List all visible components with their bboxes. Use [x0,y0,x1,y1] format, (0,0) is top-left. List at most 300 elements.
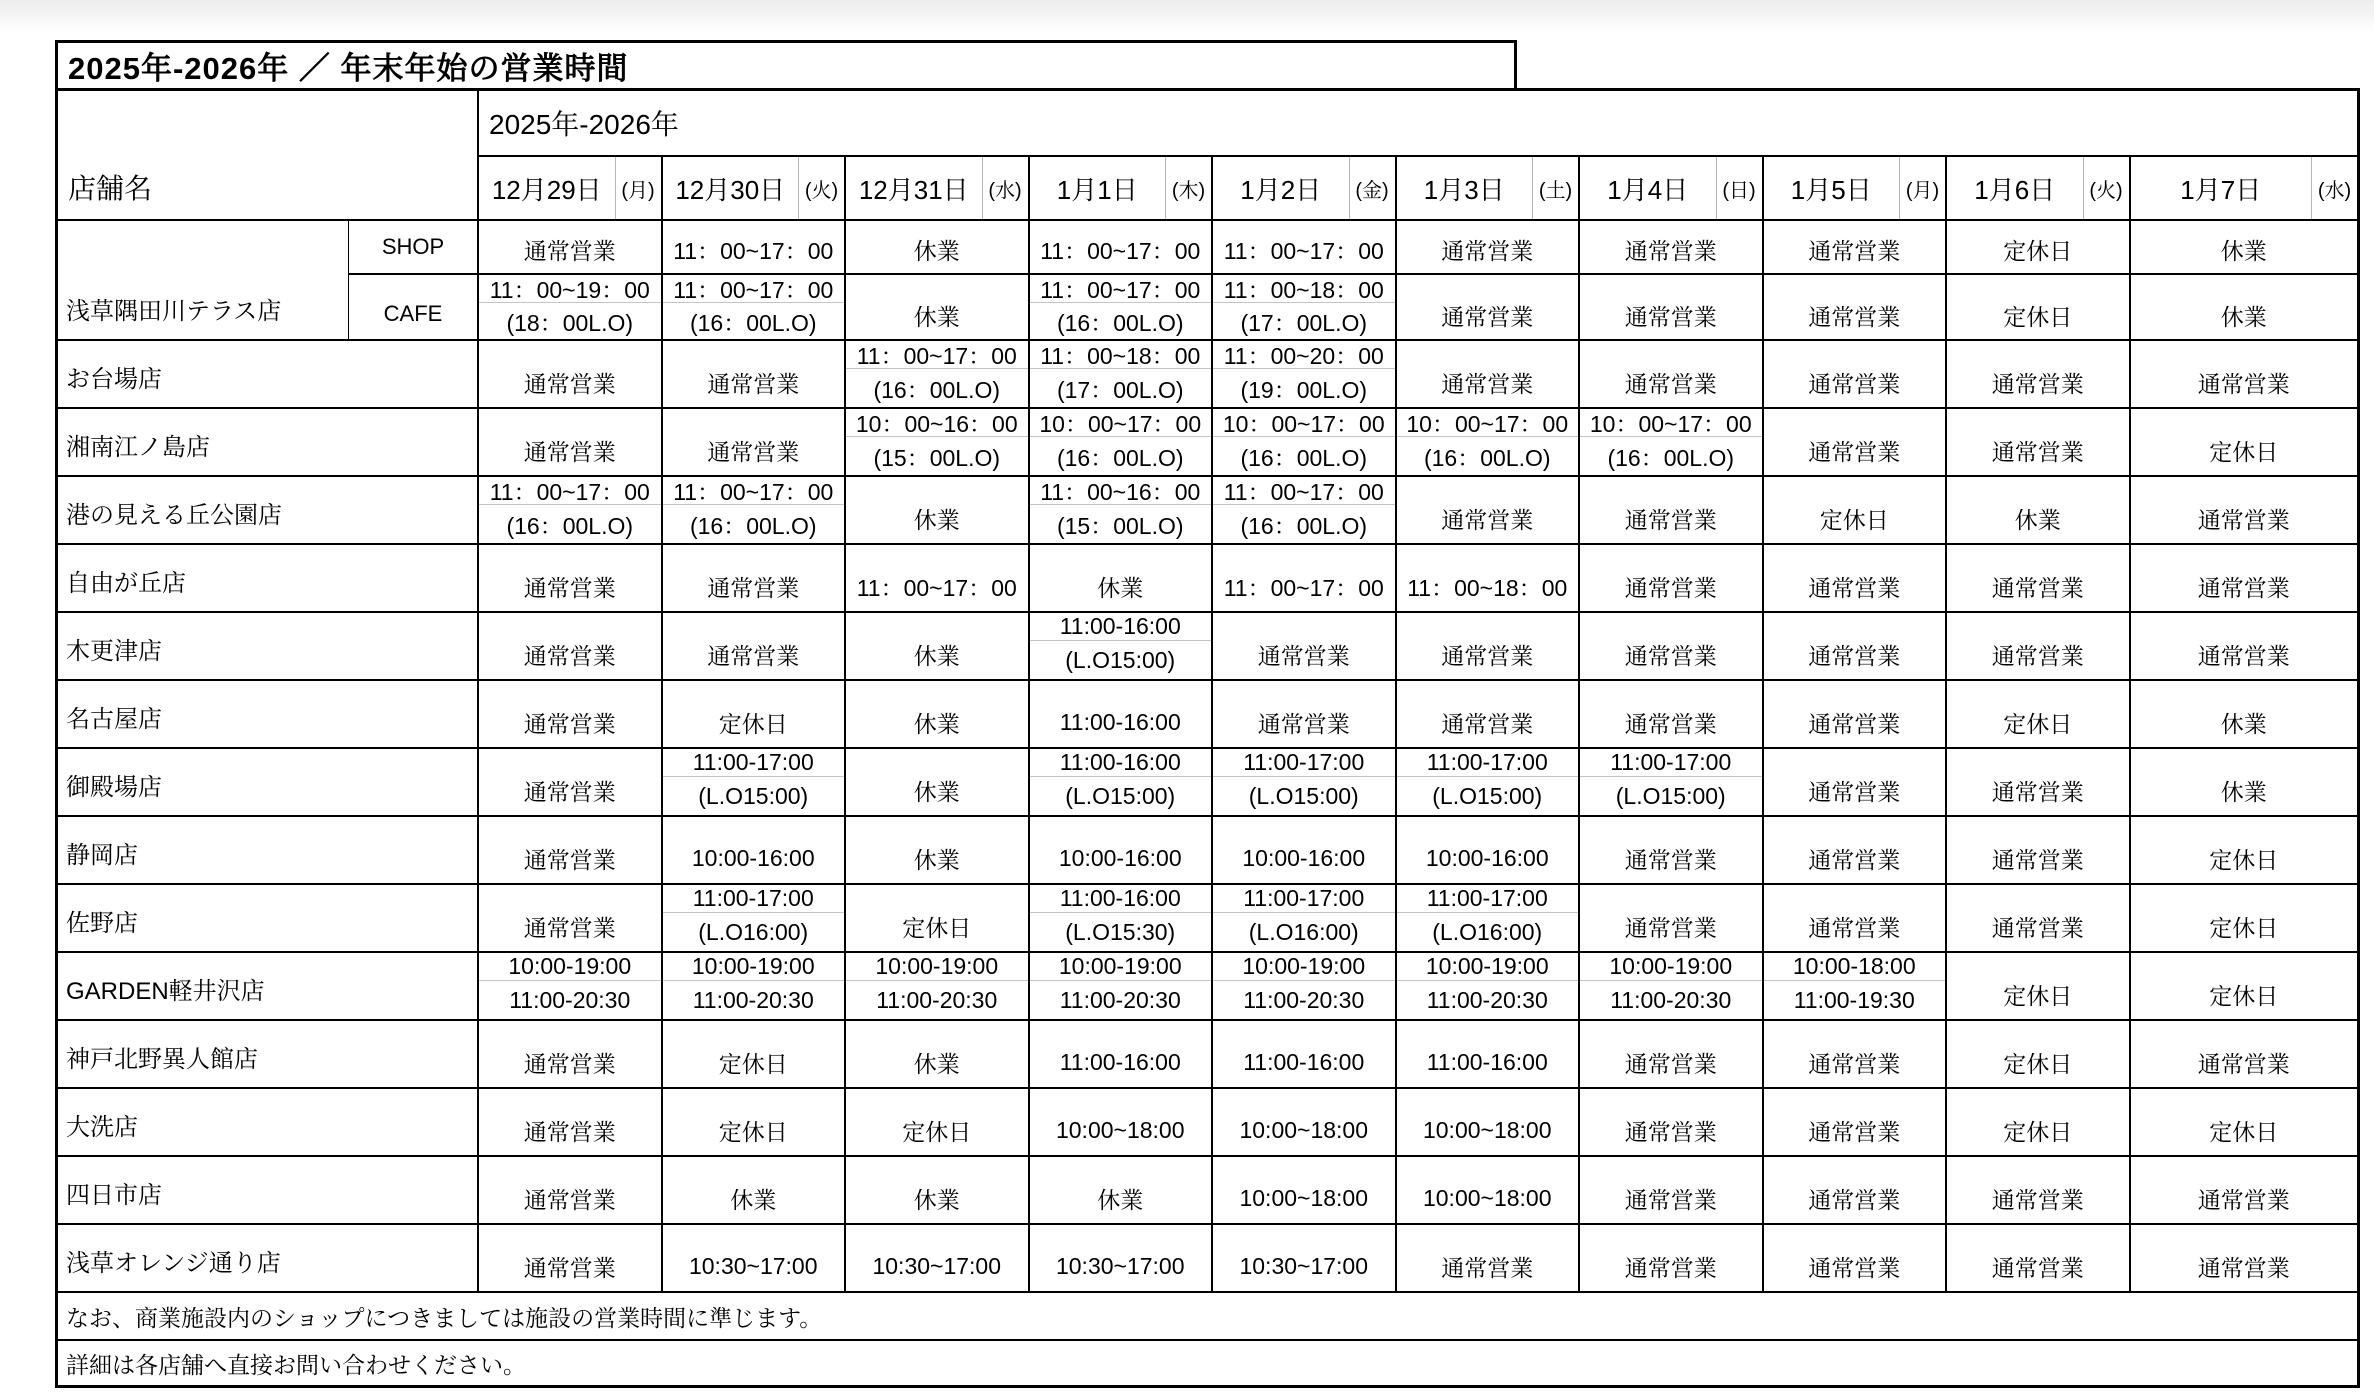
hours-value: 通常営業 [1808,642,1901,669]
hours-top-line: 11:00-17:00 [663,749,845,777]
hours-bottom-line: 11:00-20:30 [1059,986,1181,1013]
store-row [58,817,2357,885]
hours-cell [1397,275,1581,339]
hours-cell [479,1157,663,1223]
hours-cell [1030,749,1214,815]
store-row [58,953,2357,1021]
hours-value: 通常営業 [1808,710,1901,737]
hours-cell [846,275,1030,339]
hours-value: 通常営業 [1991,778,2084,805]
hours-value: 休業 [913,506,960,533]
hours-value: 定休日 [718,710,788,737]
hours-cell [479,681,663,747]
hours-cell [1213,681,1397,747]
hours-cell [846,681,1030,747]
hours-cell [1947,681,2131,747]
store-name: 御殿場店 [58,749,479,815]
table-body [58,221,2357,1293]
hours-cell [1397,545,1581,611]
date-row [479,157,2357,219]
hours-cell [2131,1089,2358,1155]
hours-bottom-line: (16：00L.O) [1607,444,1735,471]
store-row [58,1157,2357,1225]
hours-cell [1397,817,1581,883]
hours-bottom-line: (L.O15:00) [1432,782,1543,809]
hours-bottom-line: (19：00L.O) [1240,376,1368,403]
hours-value: 定休日 [718,1118,788,1145]
hours-value: 11:00-16:00 [1059,708,1181,735]
hours-top-line: 11：00~16：00 [1030,477,1212,505]
hours-value: 10:30~17:00 [1055,1252,1185,1279]
hours-cell [2131,1021,2358,1087]
hours-cell [663,477,847,543]
date-label: 1月1日 [1056,174,1138,205]
hours-value: 通常営業 [707,574,800,601]
hours-cell [1947,341,2131,407]
hours-value: 休業 [2220,778,2267,805]
hours-bottom-line: (16：00L.O) [1423,444,1551,471]
hours-top-line: 11：00~17：00 [663,477,845,505]
hours-value: 通常営業 [1624,642,1717,669]
hours-value: 通常営業 [1441,1254,1534,1281]
hours-top-line: 11:00-17:00 [1397,749,1579,777]
store-name: お台場店 [58,341,479,407]
hours-top-line: 11：00~19：00 [479,275,661,303]
hours-cell [1397,613,1581,679]
hours-bottom-line: (16：00L.O) [506,512,634,539]
date-header-cell [1580,157,1764,219]
hours-cell [663,1021,847,1087]
hours-bottom-line: (L.O15:30) [1065,918,1176,945]
weekday-label: (木) [1165,157,1211,219]
hours-value: 休業 [913,303,960,330]
date-header-cell [1213,157,1397,219]
hours-cell [1213,1089,1397,1155]
hours-value: 通常営業 [1808,1118,1901,1145]
hours-cell [1030,545,1214,611]
hours-value: 11：00~18：00 [1407,574,1568,601]
hours-cell [2131,749,2358,815]
hours-value: 通常営業 [1808,1254,1901,1281]
date-header-cell [1030,157,1214,219]
hours-cell [846,221,1030,275]
hours-value: 通常営業 [1624,506,1717,533]
store-column-header: 店舗名 [58,91,479,219]
hours-cell [1213,817,1397,883]
date-header-cell [1397,157,1581,219]
hours-top-line: 11:00-17:00 [663,885,845,913]
hours-bottom-line: (16：00L.O) [689,512,817,539]
hours-value: 通常営業 [523,574,616,601]
store-name: 神戸北野異人館店 [58,1021,479,1087]
hours-value: 休業 [730,1186,777,1213]
hours-value: 休業 [1097,574,1144,601]
hours-bottom-line: (L.O16:00) [1432,918,1543,945]
hours-top-line: 11:00-16:00 [1030,749,1212,777]
hours-cell [663,221,847,275]
hours-bottom-line: (17：00L.O) [1056,376,1184,403]
hours-value: 通常営業 [1991,642,2084,669]
hours-value: 通常営業 [2197,1186,2290,1213]
hours-value: 通常営業 [2197,1254,2290,1281]
hours-cell [1030,1021,1214,1087]
hours-value: 11:00-16:00 [1059,1048,1181,1075]
hours-cell [1213,545,1397,611]
hours-value: 休業 [913,642,960,669]
hours-bottom-line: 11:00-20:30 [1426,986,1548,1013]
hours-top-line: 10：00~17：00 [1030,409,1212,437]
hours-bottom-line: (15：00L.O) [873,444,1001,471]
hours-value: 10:00~18:00 [1422,1184,1552,1211]
store-row [58,1225,2357,1293]
hours-cell [1947,477,2131,543]
weekday-label: (水) [982,157,1028,219]
hours-value: 定休日 [902,1118,972,1145]
hours-cell [1213,613,1397,679]
hours-top-line: 10:00-19:00 [1213,953,1395,981]
hours-cell [1213,1021,1397,1087]
hours-value: 通常営業 [1624,574,1717,601]
hours-cell [846,885,1030,951]
hours-top-line: 11:00-17:00 [1580,749,1762,777]
hours-cell [1030,817,1214,883]
hours-cell [846,613,1030,679]
hours-cell [2131,477,2358,543]
hours-value: 11：00~17：00 [1223,237,1384,264]
hours-cell [1580,613,1764,679]
hours-cell [1030,953,1214,1019]
hours-value: 定休日 [902,914,972,941]
hours-cell [663,885,847,951]
hours-value: 10:30~17:00 [688,1252,818,1279]
hours-bottom-line: (L.O15:00) [1065,782,1176,809]
hours-top-line: 10:00-18:00 [1764,953,1946,981]
hours-cell [663,1225,847,1291]
hours-value: 通常営業 [1808,778,1901,805]
hours-value: 通常営業 [1624,370,1717,397]
hours-cell [846,409,1030,475]
hours-value: 休業 [2220,303,2267,330]
hours-cell [2131,409,2358,475]
hours-top-line: 10:00-19:00 [1397,953,1579,981]
hours-value: 通常営業 [2197,574,2290,601]
hours-bottom-line: 11:00-20:30 [876,986,998,1013]
hours-cell [1397,885,1581,951]
hours-bottom-line: 11:00-20:30 [1610,986,1732,1013]
hours-bottom-line: (L.O15:00) [1615,782,1726,809]
hours-value: 通常営業 [1624,1186,1717,1213]
store-row [58,1021,2357,1089]
hours-value: 通常営業 [1991,914,2084,941]
page-title: 2025年-2026年 ／ 年末年始の営業時間 [55,40,1517,88]
hours-value: 休業 [2014,506,2061,533]
hours-table [55,88,2360,1388]
date-header-group [479,91,2357,219]
hours-cell [663,1089,847,1155]
weekday-label: (金) [1349,157,1395,219]
hours-cell [1947,1089,2131,1155]
hours-cell [1397,409,1581,475]
store-name: 大洗店 [58,1089,479,1155]
hours-value: 休業 [913,237,960,264]
hours-top-line: 10:00-19:00 [663,953,845,981]
hours-value: 通常営業 [2197,1050,2290,1077]
hours-value: 定休日 [2003,303,2073,330]
hours-value: 休業 [913,1186,960,1213]
hours-cell [479,221,663,275]
hours-cell [479,275,663,339]
hours-cell [1213,341,1397,407]
hours-bottom-line: 11:00-19:30 [1793,986,1915,1013]
hours-cell [1764,341,1948,407]
hours-value: 10:30~17:00 [872,1252,1002,1279]
store-row [58,885,2357,953]
hours-cell [663,409,847,475]
hours-cell [846,1157,1030,1223]
hours-bottom-line: (L.O15:00) [1248,782,1359,809]
date-header-cell [1764,157,1948,219]
hours-cell [1764,275,1948,339]
hours-cell [1764,221,1948,275]
hours-bottom-line: (L.O15:00) [698,782,809,809]
hours-cell [663,749,847,815]
date-header-cell [479,157,663,219]
hours-bottom-line: (17：00L.O) [1240,309,1368,336]
hours-value: 通常営業 [1991,1254,2084,1281]
hours-top-line: 11：00~20：00 [1213,341,1395,369]
store-name: 港の見える丘公園店 [58,477,479,543]
hours-top-line: 10:00-19:00 [1580,953,1762,981]
date-label: 12月29日 [491,174,602,205]
hours-value: 休業 [1097,1186,1144,1213]
store-name: 浅草オレンジ通り店 [58,1225,479,1291]
hours-value: 通常営業 [523,642,616,669]
hours-cell [1580,953,1764,1019]
hours-cell [2131,681,2358,747]
hours-cell [479,1089,663,1155]
hours-cell [1030,1225,1214,1291]
hours-bottom-line: (16：00L.O) [1056,444,1184,471]
hours-cell [1213,275,1397,339]
hours-cell [2131,953,2358,1019]
hours-value: 通常営業 [1624,914,1717,941]
hours-cell [663,817,847,883]
hours-bottom-line: (18：00L.O) [506,309,634,336]
hours-top-line: 10:00-19:00 [479,953,661,981]
hours-cell [1947,1021,2131,1087]
hours-value: 通常営業 [1991,846,2084,873]
date-header-cell [2131,157,2358,219]
hours-cell [1030,681,1214,747]
hours-cell [846,749,1030,815]
hours-value: 通常営業 [1808,237,1901,264]
hours-bottom-line: (L.O15:00) [1065,646,1176,673]
hours-value: 10:00~18:00 [1055,1116,1185,1143]
date-label: 1月3日 [1423,174,1505,205]
hours-cell [1947,275,2131,339]
date-label: 12月31日 [858,174,969,205]
hours-cell [1947,545,2131,611]
hours-value: 通常営業 [1624,237,1717,264]
hours-value: 通常営業 [707,642,800,669]
weekday-label: (水) [2311,157,2357,219]
hours-cell [846,1021,1030,1087]
store-row [58,613,2357,681]
hours-cell [1397,749,1581,815]
hours-cell [1030,1089,1214,1155]
hours-cell [479,477,663,543]
hours-cell [1580,409,1764,475]
hours-cell [1213,221,1397,275]
hours-value: 休業 [913,846,960,873]
hours-value: 11：00~17：00 [1040,237,1201,264]
hours-top-line: 11：00~17：00 [846,341,1028,369]
hours-value: 通常営業 [1808,303,1901,330]
hours-cell [1764,1157,1948,1223]
hours-cell [1764,953,1948,1019]
hours-value: 定休日 [2003,237,2073,264]
hours-top-line: 11:00-16:00 [1030,613,1212,641]
hours-value: 通常営業 [523,370,616,397]
hours-cell [1947,1225,2131,1291]
weekday-label: (土) [1532,157,1578,219]
hours-cell [1580,221,1764,275]
hours-cell [1580,1021,1764,1087]
hours-cell [1580,1089,1764,1155]
hours-bottom-line: 11:00-20:30 [1243,986,1365,1013]
hours-cell [663,275,847,339]
hours-cell [479,817,663,883]
hours-cell [1397,477,1581,543]
hours-top-line: 11：00~17：00 [663,275,845,303]
hours-value: 通常営業 [1624,1118,1717,1145]
date-label: 1月6日 [1974,174,2056,205]
hours-bottom-line: (16：00L.O) [1240,512,1368,539]
hours-value: 10:00~18:00 [1239,1184,1369,1211]
hours-cell [1030,885,1214,951]
store-name: 佐野店 [58,885,479,951]
hours-cell [1947,817,2131,883]
hours-value: 通常営業 [1808,438,1901,465]
date-label: 1月7日 [2180,174,2262,205]
hours-cell [1580,275,1764,339]
hours-cell [1947,749,2131,815]
hours-top-line: 11：00~18：00 [1030,341,1212,369]
hours-value: 通常営業 [1624,303,1717,330]
hours-value: 定休日 [2003,1050,2073,1077]
date-header-cell [663,157,847,219]
weekday-label: (月) [615,157,661,219]
hours-bottom-line: (16：00L.O) [1056,309,1184,336]
store-name: 浅草隅田川テラス店 [58,221,349,339]
weekday-label: (日) [1716,157,1762,219]
hours-cell [663,545,847,611]
hours-cell [1030,613,1214,679]
hours-value: 通常営業 [1441,237,1534,264]
hours-cell [1397,1089,1581,1155]
hours-cell [846,1089,1030,1155]
hours-cell [2131,341,2358,407]
hours-value: 通常営業 [523,1050,616,1077]
hours-value: 定休日 [2209,438,2279,465]
hours-value: 11：00~17：00 [673,237,834,264]
hours-top-line: 11：00~17：00 [1030,275,1212,303]
hours-value: 通常営業 [523,1254,616,1281]
hours-cell [1764,1021,1948,1087]
store-row [58,477,2357,545]
hours-value: 11：00~17：00 [856,574,1017,601]
hours-cell [1397,1225,1581,1291]
hours-cell [1397,681,1581,747]
hours-cell [1397,221,1581,275]
hours-cell [1947,221,2131,275]
store-subtype-label: CAFE [349,275,479,339]
hours-value: 定休日 [2209,846,2279,873]
footnote-2: 詳細は各店舗へ直接お問い合わせください。 [66,1351,526,1378]
hours-cell [479,885,663,951]
hours-cell [2131,275,2358,339]
hours-value: 通常営業 [1991,1186,2084,1213]
hours-cell [1580,1225,1764,1291]
hours-cell [1764,749,1948,815]
store-name: 木更津店 [58,613,479,679]
date-label: 12月30日 [675,174,786,205]
hours-cell [1213,1225,1397,1291]
hours-cell [1397,1157,1581,1223]
hours-cell [2131,885,2358,951]
store-name: 湘南江ノ島店 [58,409,479,475]
hours-value: 通常営業 [1808,846,1901,873]
date-label: 1月4日 [1607,174,1689,205]
hours-cell [479,341,663,407]
hours-cell [1580,545,1764,611]
hours-cell [1213,409,1397,475]
hours-cell [479,409,663,475]
hours-value: 通常営業 [523,778,616,805]
hours-value: 11:00-16:00 [1426,1048,1548,1075]
weekday-label: (火) [798,157,844,219]
hours-cell [1397,1021,1581,1087]
hours-value: 10:30~17:00 [1239,1252,1369,1279]
hours-value: 通常営業 [1808,574,1901,601]
hours-value: 定休日 [2209,1118,2279,1145]
hours-value: 通常営業 [707,438,800,465]
hours-bottom-line: 11:00-20:30 [692,986,814,1013]
hours-cell [1213,885,1397,951]
date-header-cell [1947,157,2131,219]
hours-value: 通常営業 [1808,1050,1901,1077]
hours-value: 通常営業 [1808,1186,1901,1213]
hours-cell [479,1021,663,1087]
year-span-header: 2025年-2026年 [479,91,2357,157]
hours-value: 通常営業 [523,1118,616,1145]
hours-value: 通常営業 [1441,710,1534,737]
hours-cell [1030,409,1214,475]
hours-cell [1764,681,1948,747]
hours-cell [479,545,663,611]
hours-cell [2131,817,2358,883]
hours-cell [1580,817,1764,883]
hours-value: 休業 [2220,237,2267,264]
hours-value: 10:00~18:00 [1422,1116,1552,1143]
hours-top-line: 10:00-19:00 [1030,953,1212,981]
hours-cell [1580,341,1764,407]
hours-value: 通常営業 [523,710,616,737]
hours-value: 通常営業 [1441,303,1534,330]
hours-cell [1213,477,1397,543]
hours-cell [1030,275,1214,339]
hours-value: 定休日 [718,1050,788,1077]
